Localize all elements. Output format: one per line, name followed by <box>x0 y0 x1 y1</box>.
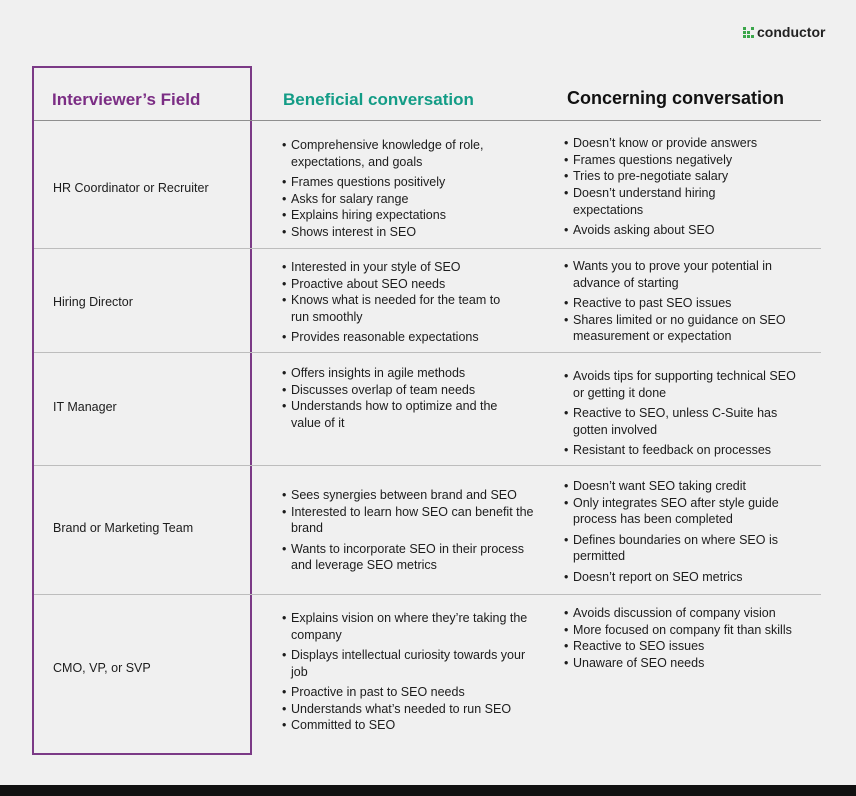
row-divider <box>34 352 821 353</box>
logo-mark-icon <box>743 27 754 38</box>
row-role: Hiring Director <box>53 295 133 309</box>
list-item: • Understands what’s needed to run SEO <box>282 701 532 718</box>
beneficial-list <box>282 365 507 432</box>
list-item: • Comprehensive knowledge of role, expectations, and goals <box>282 137 522 170</box>
conductor-logo <box>743 24 825 40</box>
list-item: • Avoids tips for supporting technical SEO or getting it done <box>564 368 804 401</box>
list-item: • Avoids asking about SEO <box>564 222 809 239</box>
beneficial-list <box>282 137 522 241</box>
list-item: • Provides reasonable expectations <box>282 329 512 346</box>
list-item: • Defines boundaries on where SEO is permitted <box>564 532 794 565</box>
row-divider <box>34 594 821 595</box>
concerning-list <box>564 368 804 459</box>
list-item: • Displays intellectual curiosity towards your job <box>282 647 532 680</box>
concerning-list <box>564 258 789 345</box>
list-item: • Offers insights in agile methods <box>282 365 507 382</box>
list-item: • Interested to learn how SEO can benefit the brand <box>282 504 537 537</box>
list-item: • Unaware of SEO needs <box>564 655 819 672</box>
row-role: IT Manager <box>53 400 117 414</box>
list-item: • More focused on company fit than skills <box>564 622 819 639</box>
beneficial-list <box>282 610 532 734</box>
list-item: • Reactive to past SEO issues <box>564 295 789 312</box>
list-item: • Doesn’t know or provide answers <box>564 135 809 152</box>
row-divider <box>34 465 821 466</box>
list-item: • Doesn’t want SEO taking credit <box>564 478 794 495</box>
list-item: • Avoids discussion of company vision <box>564 605 819 622</box>
concerning-list <box>564 478 794 585</box>
list-item: • Explains hiring expectations <box>282 207 522 224</box>
row-role: HR Coordinator or Recruiter <box>53 181 209 195</box>
list-item: • Committed to SEO <box>282 717 532 734</box>
row-role: Brand or Marketing Team <box>53 521 194 535</box>
list-item: • Reactive to SEO issues <box>564 638 819 655</box>
list-item: • Doesn’t understand hiring expectations <box>564 185 743 218</box>
list-item: • Understands how to optimize and the value of it <box>282 398 507 431</box>
list-item: • Sees synergies between brand and SEO <box>282 487 537 504</box>
header-concerning: Concerning conversation <box>567 88 785 108</box>
list-item: • Proactive about SEO needs <box>282 276 512 293</box>
list-item: • Proactive in past to SEO needs <box>282 684 532 701</box>
list-item: • Shares limited or no guidance on SEO measurement or expectation <box>564 312 789 345</box>
beneficial-list <box>282 487 537 574</box>
list-item: • Shows interest in SEO <box>282 224 522 241</box>
row-divider <box>34 248 821 249</box>
header-divider <box>34 120 821 121</box>
header-interviewers-field: Interviewer’s Field <box>52 90 201 109</box>
list-item: • Doesn’t report on SEO metrics <box>564 569 794 586</box>
list-item: • Knows what is needed for the team to run smoothly <box>282 292 512 325</box>
logo-text: conductor <box>757 24 826 40</box>
list-item: • Frames questions positively <box>282 174 522 191</box>
concerning-list <box>564 605 819 672</box>
concerning-list <box>564 135 809 239</box>
list-item: • Discusses overlap of team needs <box>282 382 507 399</box>
list-item: • Explains vision on where they’re taking the company <box>282 610 532 643</box>
list-item: • Reactive to SEO, unless C-Suite has gotten involved <box>564 405 804 438</box>
list-item: • Only integrates SEO after style guide process has been completed <box>564 495 794 528</box>
row-role: CMO, VP, or SVP <box>53 661 151 675</box>
header-beneficial: Beneficial conversation <box>283 90 474 109</box>
list-item: • Wants to incorporate SEO in their process and leverage SEO metrics <box>282 541 537 574</box>
list-item: • Resistant to feedback on processes <box>564 442 804 459</box>
list-item: • Frames questions negatively <box>564 152 809 169</box>
list-item: • Tries to pre-negotiate salary <box>564 168 809 185</box>
beneficial-list <box>282 259 512 346</box>
list-item: • Asks for salary range <box>282 191 522 208</box>
list-item: • Interested in your style of SEO <box>282 259 512 276</box>
list-item: • Wants you to prove your potential in advance of starting <box>564 258 789 291</box>
